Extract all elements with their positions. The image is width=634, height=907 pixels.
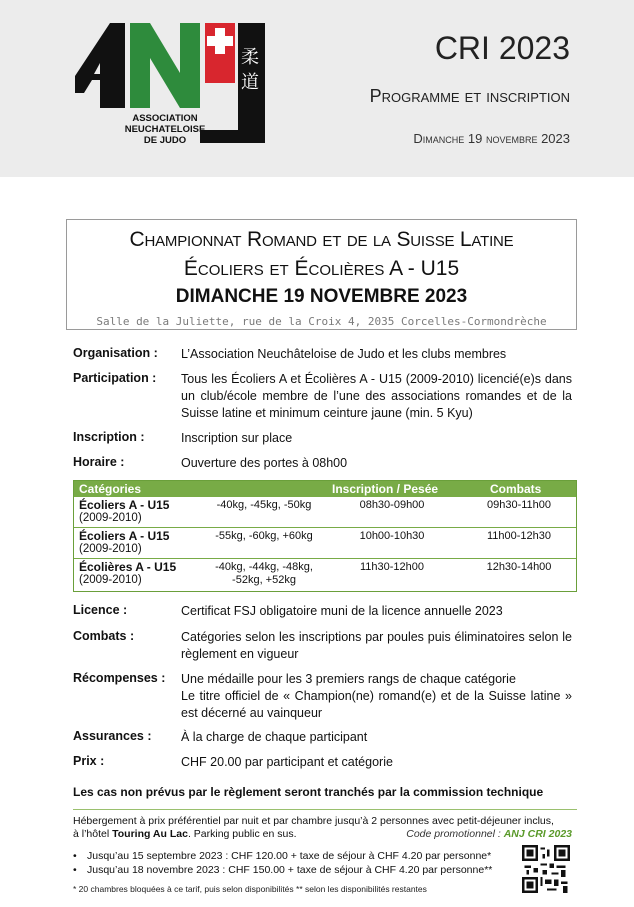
organisation-label: Organisation : [73, 346, 158, 360]
participation-label: Participation : [73, 371, 157, 385]
header-subtitle: Programme et inscription [369, 86, 570, 106]
venue: Salle de la Juliette, rue de la Croix 4, 2035 Corcelles-Cormondrèche [96, 315, 547, 328]
table-row: Écoliers A - U15 (2009-2010) -55kg, -60kg, +60kg 10h00-10h30 11h00-12h30 [74, 527, 576, 558]
organisation-value: L’Association Neuchâteloise de Judo et les clubs membres [181, 347, 507, 361]
combats-label: Combats : [73, 629, 135, 643]
divider [73, 809, 577, 810]
title-box [66, 219, 577, 330]
inscription-value: Inscription sur place [181, 431, 293, 445]
header-date: Dimanche 19 novembre 2023 [413, 131, 570, 146]
prix-value: CHF 20.00 par participant et catégorie [181, 755, 393, 769]
event-code: CRI 2023 [434, 30, 570, 66]
assurances-label: Assurances : [73, 729, 152, 743]
header-categories: Catégories [79, 482, 142, 496]
footnote: * 20 chambres bloquées à ce tarif, puis selon disponibilités ** selon les disponibilités restantes [73, 884, 427, 894]
header-inscription: Inscription / Pesée [332, 482, 439, 496]
licence-label: Licence : [73, 603, 128, 617]
table-header [74, 481, 576, 497]
horaire-label: Horaire : [73, 455, 125, 469]
price-bullet: • Jusqu’au 15 septembre 2023 : CHF 120.00 + taxe de séjour à CHF 4.20 par personne* [73, 850, 491, 862]
horaire-value: Ouverture des portes à 08h00 [181, 456, 348, 470]
header-band [0, 0, 634, 177]
header-combats: Combats [490, 482, 542, 496]
recompenses-value: Une médaille pour les 3 premiers rangs de chaque catégorie Le titre officiel de « Champion(ne) romand(e) et de la Suisse latine » est décerné au vainqueur [181, 672, 572, 720]
schedule-table [73, 480, 577, 592]
kanji-ju: 柔 [241, 47, 259, 68]
combats-value: Catégories selon les inscriptions par poules puis éliminatoires selon le règlement en vigueur [181, 630, 572, 661]
promo-code: Code promotionnel : ANJ CRI 2023 [406, 828, 572, 840]
prix-label: Prix : [73, 754, 105, 768]
qr-code-icon[interactable] [522, 845, 570, 893]
table-row: Écolières A - U15 (2009-2010) -40kg, -44kg, -48kg, -52kg, +52kg 11h30-12h00 12h30-14h00 [74, 558, 576, 591]
table-row: Écoliers A - U15 (2009-2010) -40kg, -45kg, -50kg 08h30-09h00 09h30-11h00 [79, 498, 552, 524]
price-bullet: • Jusqu’au 18 novembre 2023 : CHF 150.00 + taxe de séjour à CHF 4.20 par personne** [73, 864, 492, 876]
recompenses-label: Récompenses : [73, 671, 166, 685]
inscription-label: Inscription : [73, 430, 145, 444]
hotel-info: Hébergement à prix préférentiel par nuit et par chambre jusqu’à 2 personnes avec petit-déjeuner inclus, à l’hôtel Touring Au Lac. Parking public en sus. [73, 815, 554, 840]
kanji-do: 道 [241, 72, 259, 93]
hotel-name: Touring Au Lac [112, 828, 188, 840]
category-title: Écoliers et Écolières A - U15 [183, 257, 460, 280]
licence-value: Certificat FSJ obligatoire muni de la licence annuelle 2023 [181, 604, 503, 618]
logo-caption: ASSOCIATION NEUCHATELOISE DE JUDO [124, 113, 206, 146]
assurances-value: À la charge de chaque participant [181, 730, 368, 744]
participation-value: Tous les Écoliers A et Écolières A - U15 (2009-2010) licencié(e)s dans un club/école membre de l’une des associations romandes et de la Suisse latine et minimum ceinture jaune (min. 5 Kyu) [181, 372, 572, 420]
event-date: DIMANCHE 19 NOVEMBRE 2023 [175, 286, 468, 307]
championship-title: Championnat Romand et de la Suisse Latine [129, 228, 514, 251]
notice: Les cas non prévus par le règlement seront tranchés par la commission technique [73, 785, 544, 799]
